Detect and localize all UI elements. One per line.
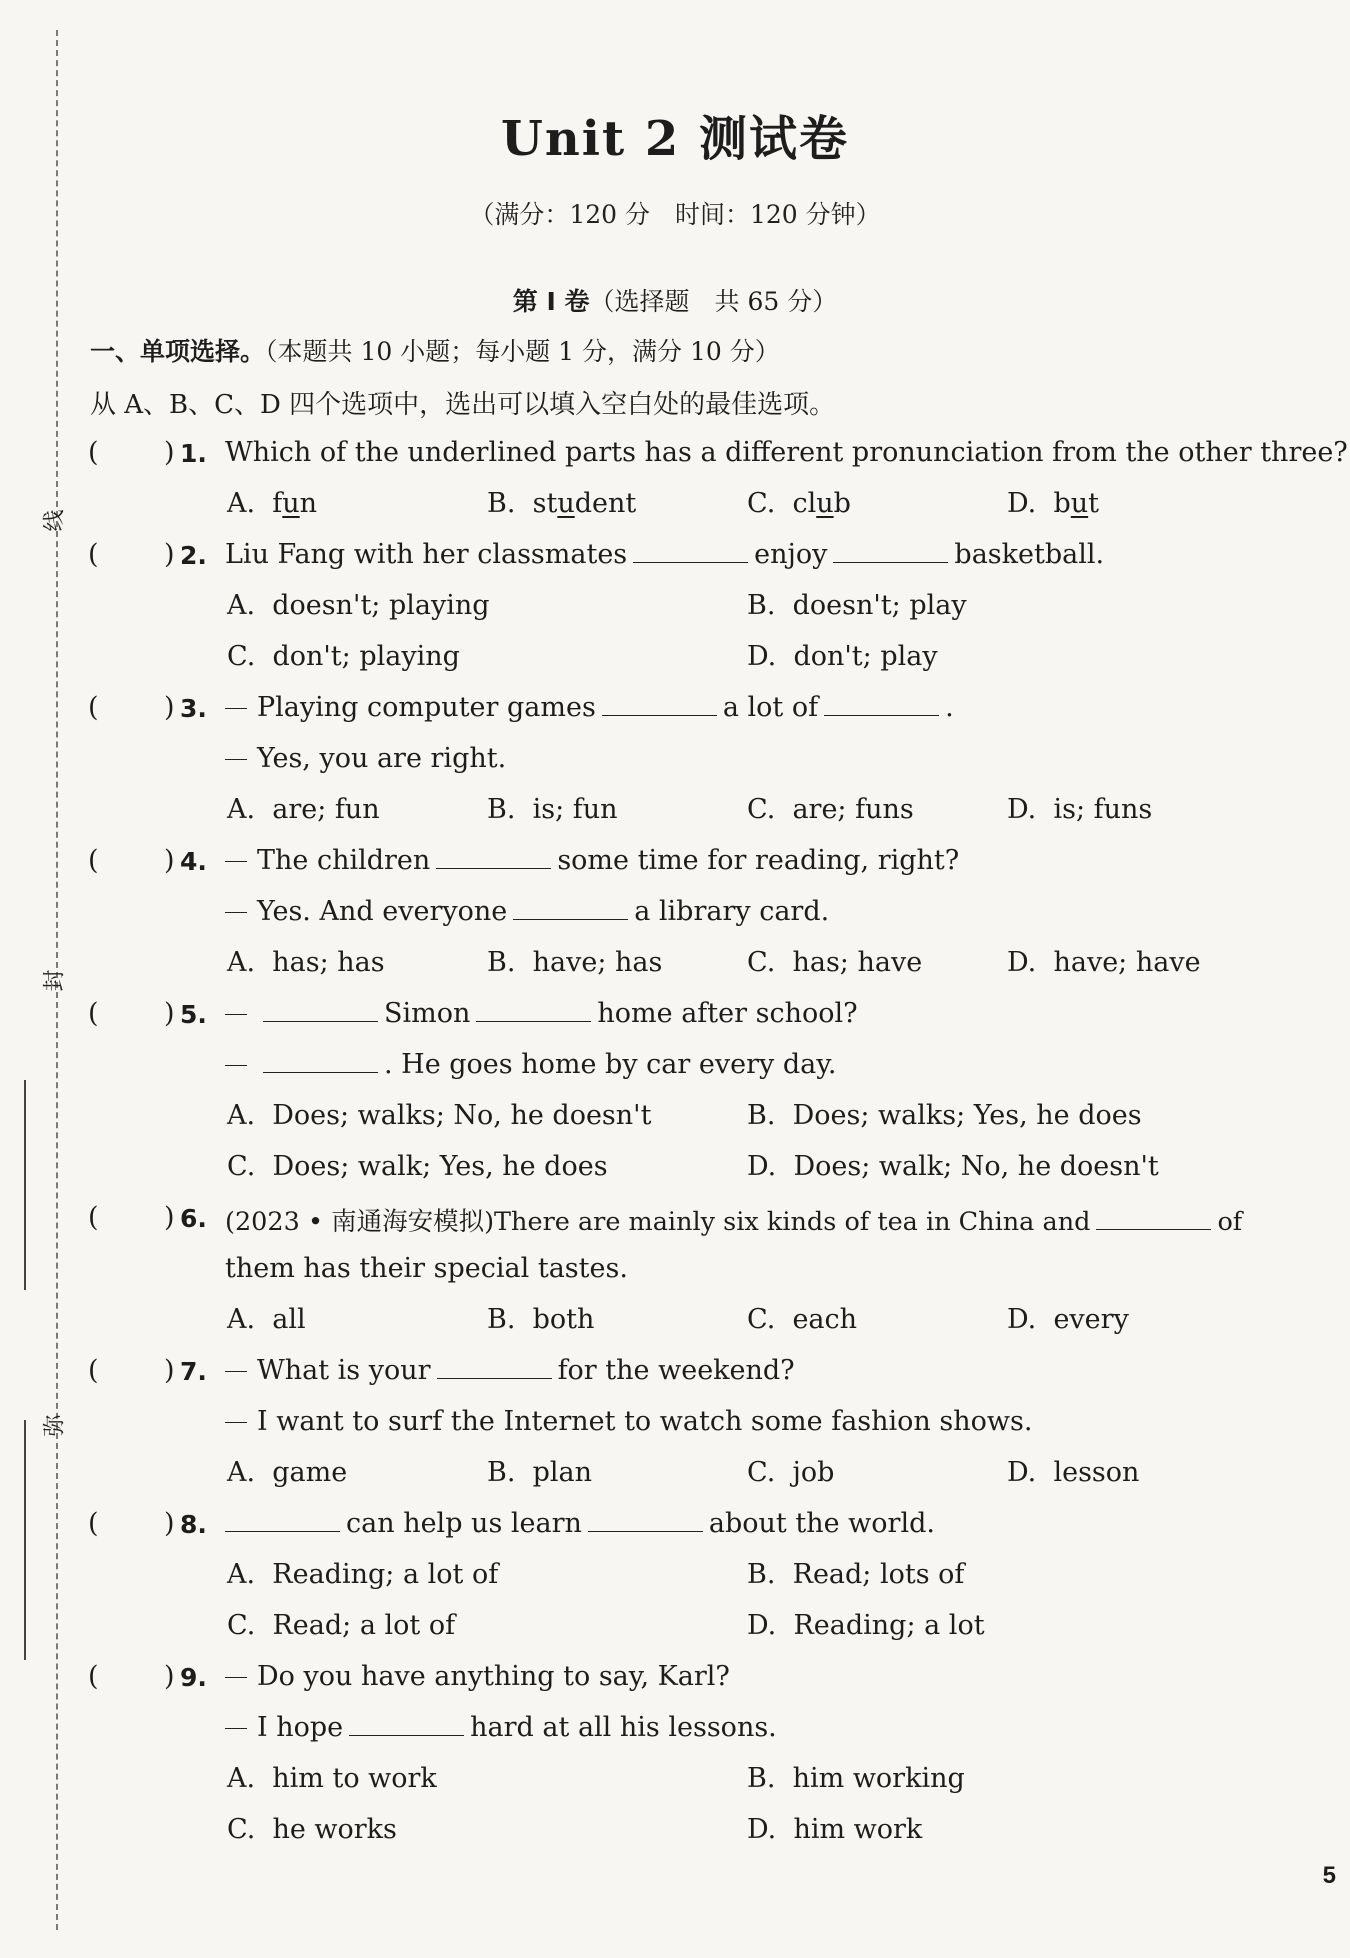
question-number: 1. xyxy=(180,439,207,468)
question-reply: Yes. And everyone a library card. xyxy=(225,896,829,927)
option-d[interactable]: D. don't; play xyxy=(747,641,938,672)
answer-blank[interactable] xyxy=(349,1713,464,1736)
option-b[interactable]: B. doesn't; play xyxy=(747,590,967,621)
option-c[interactable]: C. job xyxy=(747,1457,835,1488)
answer-blank[interactable] xyxy=(476,999,591,1022)
option-d[interactable]: D. have; have xyxy=(1007,947,1201,978)
page-subtitle: （满分：120 分 时间：120 分钟） xyxy=(469,200,881,229)
answer-bracket[interactable]: ( ) xyxy=(88,692,175,723)
answer-blank[interactable] xyxy=(436,846,551,869)
option-c[interactable]: C. are; funs xyxy=(747,794,914,825)
option-d[interactable]: D. Does; walk; No, he doesn't xyxy=(747,1151,1159,1182)
part-heading xyxy=(0,282,1350,318)
question-stem: Simon home after school? xyxy=(225,998,858,1029)
option-a[interactable]: A. Does; walks; No, he doesn't xyxy=(227,1100,652,1131)
section-heading xyxy=(90,332,780,368)
answer-blank[interactable] xyxy=(824,693,939,716)
option-c[interactable]: C. don't; playing xyxy=(227,641,460,672)
option-d[interactable]: D. Reading; a lot xyxy=(747,1610,985,1641)
question-stem: (2023 • 南通海安模拟)There are mainly six kinds of tea in China and of xyxy=(225,1207,1243,1237)
answer-bracket[interactable]: ( ) xyxy=(88,437,175,468)
option-b[interactable]: B. is; fun xyxy=(487,794,618,825)
question-stem: Do you have anything to say, Karl? xyxy=(225,1661,730,1692)
answer-blank[interactable] xyxy=(833,540,948,563)
question-number: 9. xyxy=(180,1663,207,1692)
option-b[interactable]: B. both xyxy=(487,1304,595,1335)
question-stem: Playing computer games a lot of . xyxy=(225,692,954,723)
margin-char-xian: 线 xyxy=(42,509,68,532)
option-d[interactable]: D. him work xyxy=(747,1814,923,1845)
answer-blank[interactable] xyxy=(225,1509,340,1532)
option-b[interactable]: B. Does; walks; Yes, he does xyxy=(747,1100,1142,1131)
answer-bracket[interactable]: ( ) xyxy=(88,998,175,1029)
answer-blank[interactable] xyxy=(263,1050,378,1073)
answer-blank[interactable] xyxy=(588,1509,703,1532)
question-number: 4. xyxy=(180,847,207,876)
answer-blank[interactable] xyxy=(437,1356,552,1379)
option-c[interactable]: C. has; have xyxy=(747,947,923,978)
question-reply: . He goes home by car every day. xyxy=(225,1049,836,1080)
question-number: 3. xyxy=(180,694,207,723)
page-number: 5 xyxy=(1322,1862,1336,1889)
question-number: 8. xyxy=(180,1510,207,1539)
question-reply: I want to surf the Internet to watch some fashion shows. xyxy=(225,1406,1032,1437)
part-heading-rest: （选择题 共 65 分） xyxy=(589,287,838,316)
section-heading-bold: 一、单项选择。 xyxy=(90,337,266,366)
answer-bracket[interactable]: ( ) xyxy=(88,845,175,876)
answer-bracket[interactable]: ( ) xyxy=(88,1355,175,1386)
answer-blank[interactable] xyxy=(633,540,748,563)
question-stem: What is your for the weekend? xyxy=(225,1355,795,1386)
option-b[interactable]: B. student xyxy=(487,488,637,519)
option-a[interactable]: A. him to work xyxy=(227,1763,437,1794)
answer-bracket[interactable]: ( ) xyxy=(88,1202,175,1233)
option-d[interactable]: D. lesson xyxy=(1007,1457,1140,1488)
part-heading-bold: 第 I 卷 xyxy=(512,287,590,316)
answer-blank[interactable] xyxy=(263,999,378,1022)
option-d[interactable]: D. every xyxy=(1007,1304,1129,1335)
margin-char-mi: 弥 xyxy=(42,1414,68,1437)
option-b[interactable]: B. him working xyxy=(747,1763,965,1794)
option-a[interactable]: A. Reading; a lot of xyxy=(227,1559,499,1590)
answer-blank[interactable] xyxy=(513,897,628,920)
question-continuation: them has their special tastes. xyxy=(225,1253,628,1284)
page-title: Unit 2 测试卷 xyxy=(501,111,849,167)
section-heading-rest: （本题共 10 小题；每小题 1 分，满分 10 分） xyxy=(265,337,780,366)
option-c[interactable]: C. each xyxy=(747,1304,858,1335)
option-a[interactable]: A. are; fun xyxy=(227,794,380,825)
question-reply: Yes, you are right. xyxy=(225,743,506,774)
option-a[interactable]: A. has; has xyxy=(227,947,385,978)
option-a[interactable]: A. game xyxy=(227,1457,348,1488)
option-c[interactable]: C. Does; walk; Yes, he does xyxy=(227,1151,608,1182)
answer-blank[interactable] xyxy=(602,693,717,716)
question-stem: Which of the underlined parts has a different pronunciation from the other three? xyxy=(225,437,1348,468)
question-stem: can help us learn about the world. xyxy=(225,1508,935,1539)
option-c[interactable]: C. he works xyxy=(227,1814,397,1845)
margin-char-feng: 封 xyxy=(42,969,68,992)
binding-class-line xyxy=(24,1420,26,1660)
answer-blank[interactable] xyxy=(1096,1207,1211,1230)
option-c[interactable]: C. club xyxy=(747,488,851,519)
question-number: 7. xyxy=(180,1357,207,1386)
option-d[interactable]: D. but xyxy=(1007,488,1099,519)
option-a[interactable]: A. fun xyxy=(227,488,318,519)
question-stem: The children some time for reading, right? xyxy=(225,845,959,876)
question-number: 2. xyxy=(180,541,207,570)
option-a[interactable]: A. doesn't; playing xyxy=(227,590,490,621)
option-a[interactable]: A. all xyxy=(227,1304,306,1335)
option-b[interactable]: B. Read; lots of xyxy=(747,1559,965,1590)
answer-bracket[interactable]: ( ) xyxy=(88,1508,175,1539)
binding-name-line xyxy=(24,1080,26,1290)
question-number: 5. xyxy=(180,1000,207,1029)
answer-bracket[interactable]: ( ) xyxy=(88,539,175,570)
question-stem: Liu Fang with her classmates enjoy basketball. xyxy=(225,539,1105,570)
answer-bracket[interactable]: ( ) xyxy=(88,1661,175,1692)
option-b[interactable]: B. plan xyxy=(487,1457,593,1488)
question-number: 6. xyxy=(180,1204,207,1233)
option-b[interactable]: B. have; has xyxy=(487,947,663,978)
option-c[interactable]: C. Read; a lot of xyxy=(227,1610,456,1641)
question-reply: I hope hard at all his lessons. xyxy=(225,1712,777,1743)
instruction: 从 A、B、C、D 四个选项中，选出可以填入空白处的最佳选项。 xyxy=(90,390,836,420)
option-d[interactable]: D. is; funs xyxy=(1007,794,1153,825)
